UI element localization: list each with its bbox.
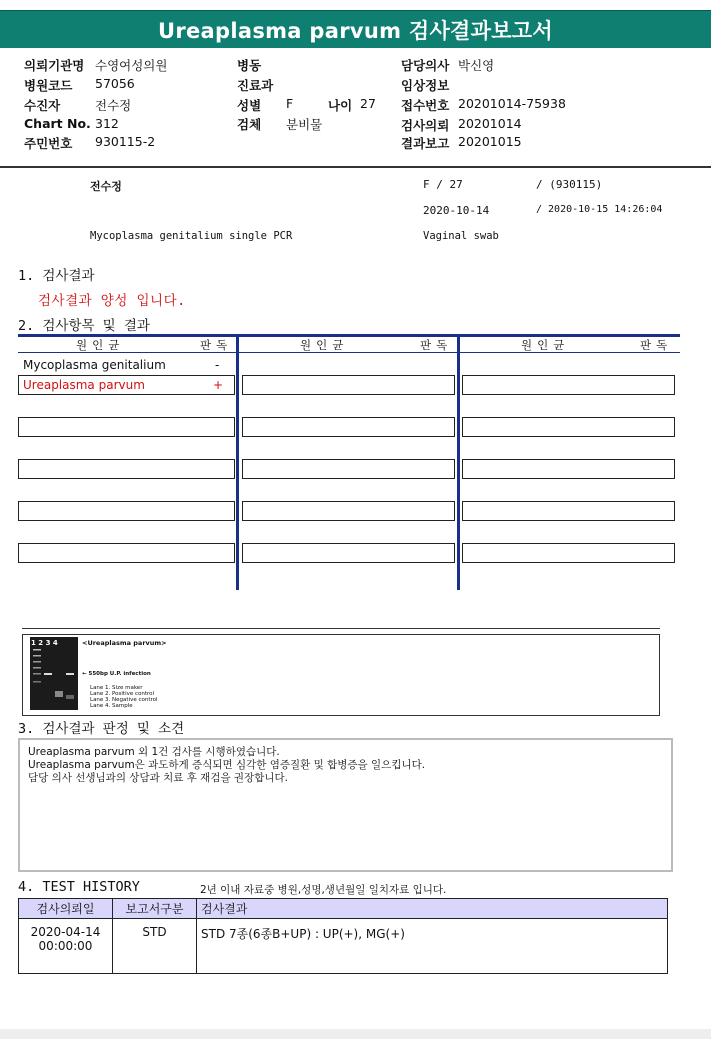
section-3-title: 3. 검사결과 판정 및 소견 <box>18 721 185 737</box>
history-header-row <box>19 899 668 919</box>
history-table <box>18 898 668 974</box>
col-pathogen-2: 원인균 <box>300 338 349 352</box>
resident-no-value: 930115-2 <box>95 134 156 149</box>
section-4-title: 4. TEST HISTORY <box>18 879 140 895</box>
result-cell <box>18 543 235 563</box>
col-judgement-1: 판독 <box>200 338 233 352</box>
age-label: 나이 <box>328 98 353 113</box>
gel-title: <Ureaplasma parvum> <box>82 639 167 647</box>
specimen-type: Vaginal swab <box>423 230 499 242</box>
footer-bar <box>0 1029 711 1039</box>
patient-name: 전수정 <box>90 180 122 193</box>
report-date-label: 결과보고 <box>401 136 450 151</box>
gel-lane-2-label: Lane 2. Positive control <box>90 691 155 697</box>
pathogen-result-positive: + <box>213 378 224 392</box>
gel-band-label: 550bp U.P. infection <box>88 671 151 677</box>
history-time: 00:00:00 <box>38 939 93 953</box>
result-cell <box>18 459 235 479</box>
hospital-code-value: 57056 <box>95 76 135 91</box>
gel-lane-1-label: Lane 1. Size maker <box>90 685 143 691</box>
pathogen-name: Mycoplasma genitalium <box>23 358 166 372</box>
patient-sex-age: F / 27 <box>423 178 463 191</box>
report-title-bar <box>0 10 711 48</box>
doctor-label: 담당의사 <box>401 58 450 73</box>
department-label: 진료과 <box>237 78 274 93</box>
gel-lane-4-label: Lane 4. Sample <box>90 703 133 709</box>
col-pathogen-3: 원인균 <box>521 338 570 352</box>
gel-divider <box>22 628 660 629</box>
history-col-type: 보고서구분 <box>113 899 197 919</box>
results-grid-divider-2 <box>457 334 460 590</box>
hospital-field: 의뢰기관명 <box>24 58 85 73</box>
history-note: 2년 이내 자료중 병원,성명,생년월일 일치자료 입니다. <box>200 884 447 896</box>
chart-no-label: Chart No. <box>24 116 91 131</box>
resident-no-label: 주민번호 <box>24 136 73 151</box>
positive-result-message: 검사결과 양성 입니다. <box>38 293 186 309</box>
request-date-value: 20201014 <box>458 116 522 131</box>
collection-date: 2020-10-14 <box>423 204 490 217</box>
history-col-result: 검사결과 <box>197 899 668 919</box>
result-cell <box>462 459 675 479</box>
age-value: 27 <box>360 96 376 111</box>
doctor-value: 박신영 <box>458 58 495 73</box>
clinical-info-label: 임상정보 <box>401 78 450 93</box>
gel-lane-3-label: Lane 3. Negative control <box>90 697 158 703</box>
result-cell <box>242 543 455 563</box>
history-col-date: 검사의뢰일 <box>19 899 113 919</box>
sex-value: F <box>286 96 294 111</box>
result-cell <box>462 417 675 437</box>
opinion-line-2: Ureaplasma parvum은 과도하게 증식되면 심각한 염증질환 및 합병증을 일으킵니다. <box>28 759 426 771</box>
gel-bands-graphic <box>30 637 78 710</box>
patient-value: 전수정 <box>95 98 132 113</box>
report-datetime: / 2020-10-15 14:26:04 <box>536 204 663 215</box>
result-cell <box>462 375 675 395</box>
report-date-value: 20201015 <box>458 134 522 149</box>
request-date-label: 검사의뢰 <box>401 118 450 133</box>
hospital-code-label: 병원코드 <box>24 78 73 93</box>
history-type: STD <box>113 919 197 974</box>
result-cell <box>242 417 455 437</box>
ward-label: 병동 <box>237 58 262 73</box>
opinion-line-3: 담당 의사 선생님과의 상담과 치료 후 재검을 권장합니다. <box>28 772 288 784</box>
history-date-cell <box>19 919 113 974</box>
pathogen-result: - <box>215 358 220 372</box>
section-1-title: 1. 검사결과 <box>18 268 95 284</box>
specimen-label: 검체 <box>237 117 262 132</box>
table-row <box>19 919 668 974</box>
receipt-no-label: 접수번호 <box>401 98 450 113</box>
result-cell <box>242 375 455 395</box>
section-2-title: 2. 검사항목 및 결과 <box>18 318 150 334</box>
test-name: Mycoplasma genitalium single PCR <box>90 230 293 242</box>
gel-lane-numbers: 1 2 3 4 <box>31 639 58 647</box>
chart-no-value: 312 <box>95 116 119 131</box>
gel-band-arrow: ← 550bp U.P. infection <box>82 671 151 677</box>
results-grid-divider-1 <box>236 334 239 590</box>
patient-label: 수진자 <box>24 98 61 113</box>
header-divider <box>0 166 711 168</box>
result-cell <box>18 417 235 437</box>
history-date: 2020-04-14 <box>30 925 101 939</box>
opinion-line-1: Ureaplasma parvum 외 1건 검사를 시행하였습니다. <box>28 746 280 758</box>
sex-label: 성별 <box>237 98 262 113</box>
result-cell <box>18 501 235 521</box>
report-title: Ureaplasma parvum 검사결과보고서 <box>158 18 553 43</box>
col-pathogen-1: 원인균 <box>76 338 125 352</box>
gel-electrophoresis-image <box>30 637 78 710</box>
specimen-value: 분비물 <box>286 117 323 132</box>
opinion-box <box>18 738 673 872</box>
history-result: STD 7종(6종B+UP) : UP(+), MG(+) <box>197 919 668 974</box>
result-cell <box>462 501 675 521</box>
col-judgement-2: 판독 <box>420 338 453 352</box>
hospital-value: 수영여성의원 <box>95 58 168 73</box>
result-cell <box>242 501 455 521</box>
receipt-no-value: 20201014-75938 <box>458 96 566 111</box>
result-cell <box>462 543 675 563</box>
patient-birth: / (930115) <box>536 178 603 191</box>
result-cell <box>242 459 455 479</box>
col-judgement-3: 판독 <box>640 338 673 352</box>
pathogen-name-positive: Ureaplasma parvum <box>23 378 145 392</box>
